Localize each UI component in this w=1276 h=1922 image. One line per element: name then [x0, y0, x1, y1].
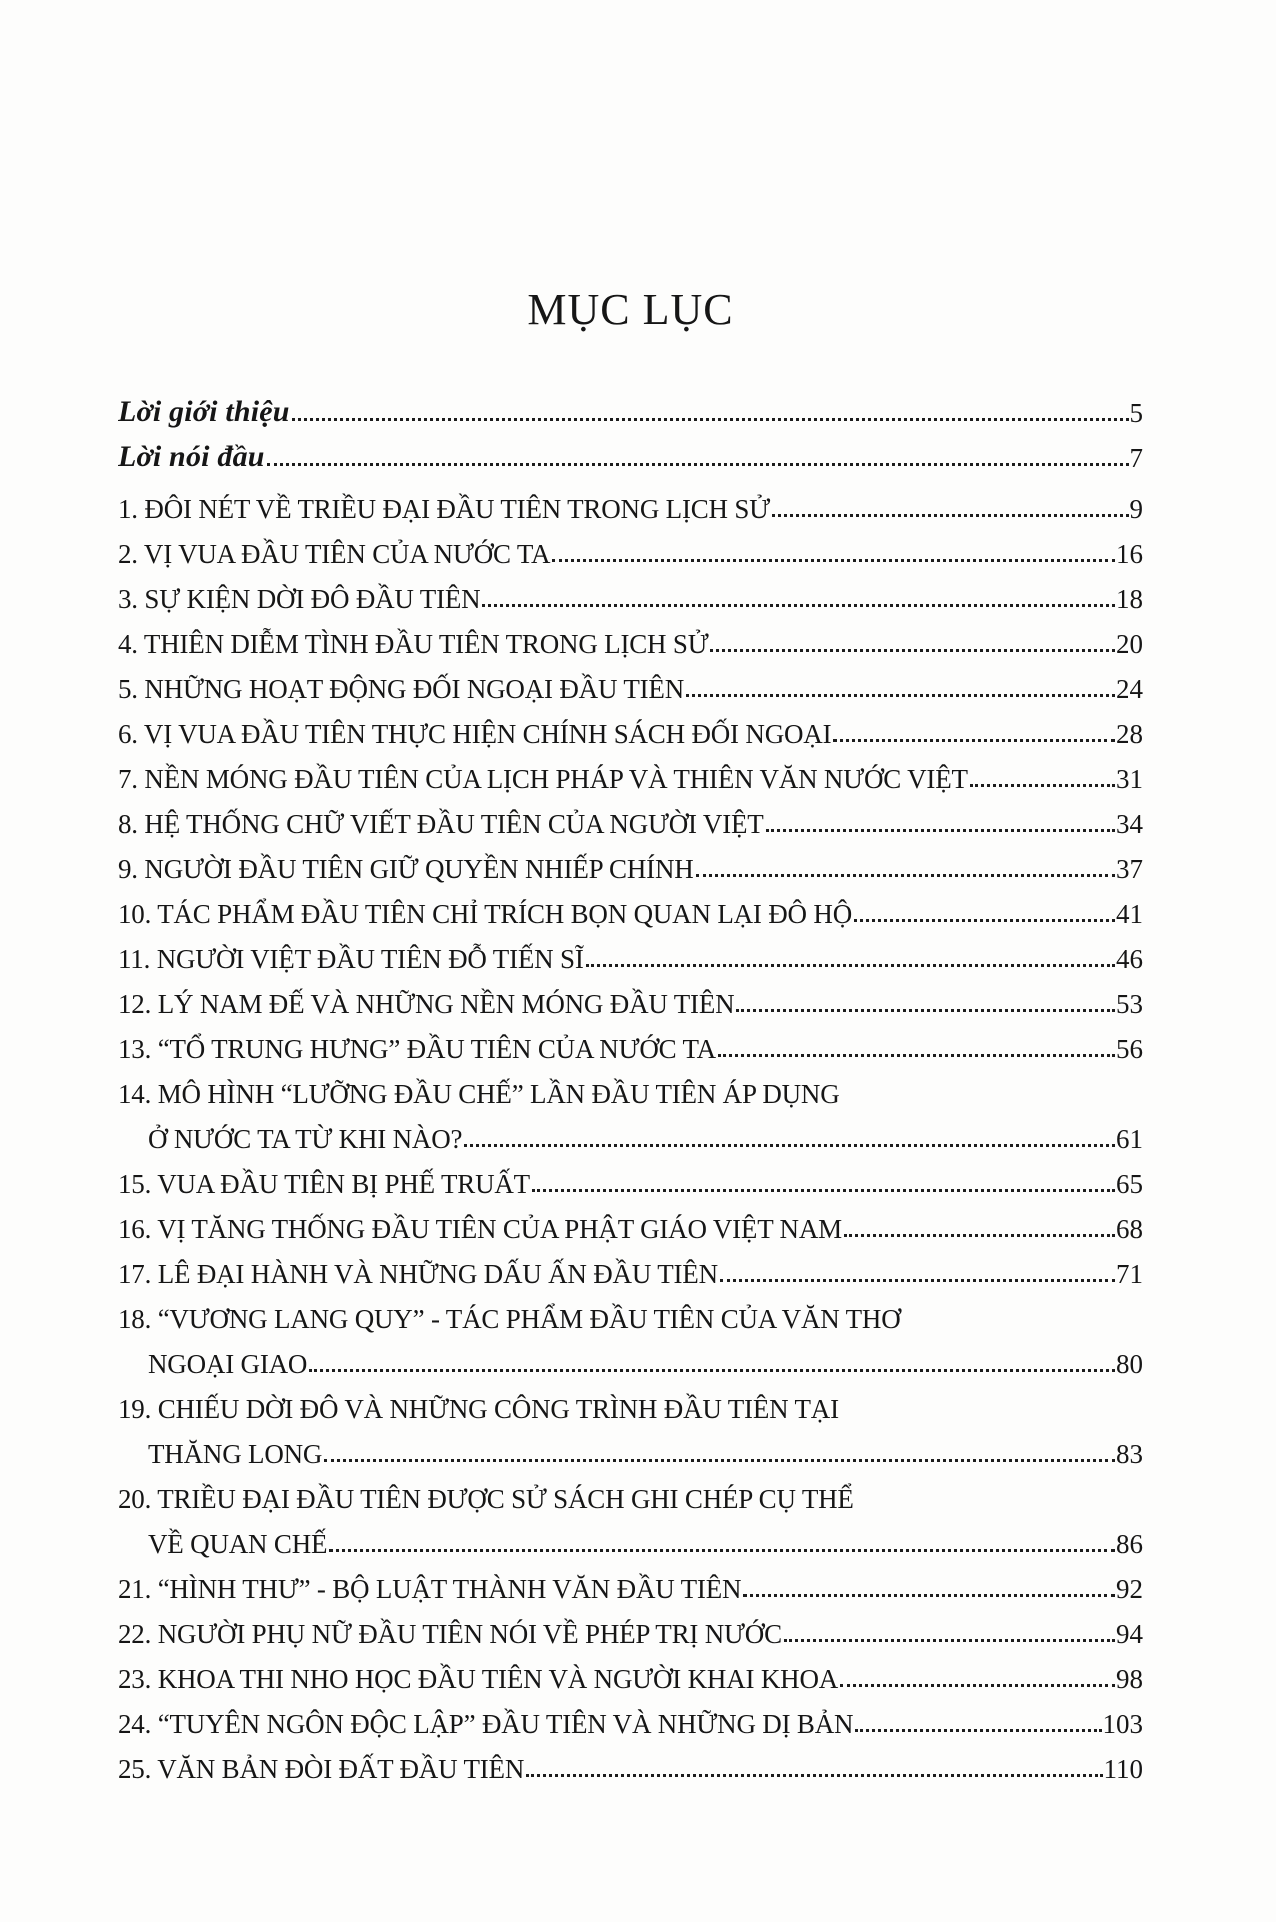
toc-entry-label: 4. THIÊN DIỄM TÌNH ĐẦU TIÊN TRONG LỊCH SỬ	[118, 629, 709, 659]
toc-entry	[118, 885, 1143, 930]
dot-leader	[696, 874, 1115, 877]
toc-entry-page: 53	[1116, 989, 1143, 1019]
toc-entry-page: 83	[1116, 1439, 1143, 1469]
toc-entry-label: 15. VUA ĐẦU TIÊN BỊ PHẾ TRUẤT	[118, 1169, 530, 1199]
toc-entry-row-continuation	[118, 1425, 1143, 1470]
toc-entry-label: 2. VỊ VUA ĐẦU TIÊN CỦA NƯỚC TA	[118, 539, 551, 569]
toc-entry-row	[118, 615, 1143, 660]
toc-list	[118, 384, 1143, 1785]
toc-entry-row	[118, 1560, 1143, 1605]
toc-entry	[118, 1470, 1143, 1560]
toc-entry	[118, 975, 1143, 1020]
toc-entries	[118, 480, 1143, 1785]
toc-entry-page: 34	[1116, 809, 1143, 839]
toc-entry-page: 103	[1102, 1709, 1143, 1739]
dot-leader	[526, 1774, 1102, 1777]
toc-entry	[118, 930, 1143, 975]
dot-leader	[743, 1594, 1115, 1597]
dot-leader	[970, 784, 1115, 787]
toc-entry-row	[118, 705, 1143, 750]
toc-entry	[118, 1650, 1143, 1695]
toc-entry-row	[118, 975, 1143, 1020]
dot-leader	[718, 1054, 1115, 1057]
toc-entry	[118, 795, 1143, 840]
toc-entry-label: Ở NƯỚC TA TỪ KHI NÀO?	[148, 1124, 463, 1154]
dot-leader	[329, 1549, 1115, 1552]
dot-leader	[309, 1369, 1115, 1372]
dot-leader	[464, 1144, 1115, 1147]
toc-entry-page: 41	[1116, 899, 1143, 929]
toc-entry	[118, 525, 1143, 570]
toc-entry-label: 14. MÔ HÌNH “LƯỠNG ĐẦU CHẾ” LẦN ĐẦU TIÊN ÁP DỤNG	[118, 1079, 840, 1109]
toc-entry-row	[118, 1740, 1143, 1785]
toc-entry-label: 5. NHỮNG HOẠT ĐỘNG ĐỐI NGOẠI ĐẦU TIÊN	[118, 674, 684, 704]
toc-entry-page: 46	[1116, 944, 1143, 974]
toc-entry	[118, 1380, 1143, 1470]
toc-entry-row	[118, 1650, 1143, 1695]
dot-leader	[482, 604, 1115, 607]
toc-entry-page: 18	[1116, 584, 1143, 614]
toc-entry	[118, 840, 1143, 885]
toc-entry	[118, 1245, 1143, 1290]
toc-entry-label: NGOẠI GIAO	[148, 1349, 308, 1379]
toc-entry-page: 28	[1116, 719, 1143, 749]
toc-entry-label: 3. SỰ KIỆN DỜI ĐÔ ĐẦU TIÊN	[118, 584, 481, 614]
toc-entry-row	[118, 1470, 1143, 1515]
toc-entry-label: 12. LÝ NAM ĐẾ VÀ NHỮNG NỀN MÓNG ĐẦU TIÊN	[118, 989, 735, 1019]
toc-entry-page: 71	[1116, 1259, 1143, 1289]
toc-entry-label: 20. TRIỀU ĐẠI ĐẦU TIÊN ĐƯỢC SỬ SÁCH GHI CHÉP CỤ THỂ	[118, 1484, 854, 1514]
dot-leader	[784, 1639, 1115, 1642]
toc-entry-label: 10. TÁC PHẨM ĐẦU TIÊN CHỈ TRÍCH BỌN QUAN LẠI ĐÔ HỘ	[118, 899, 853, 929]
toc-entry-page: 20	[1116, 629, 1143, 659]
dot-leader	[710, 649, 1115, 652]
toc-entry-row	[118, 1245, 1143, 1290]
toc-entry-row	[118, 1065, 1143, 1110]
toc-entry-row	[118, 1290, 1143, 1335]
toc-entry	[118, 660, 1143, 705]
dot-leader	[324, 1459, 1115, 1462]
toc-entry-row	[118, 1020, 1143, 1065]
toc-item-page: 5	[1129, 398, 1143, 428]
toc-entry-row	[118, 930, 1143, 975]
toc-entry	[118, 1740, 1143, 1785]
toc-entry-label: 17. LÊ ĐẠI HÀNH VÀ NHỮNG DẤU ẤN ĐẦU TIÊN	[118, 1259, 718, 1289]
toc-entry-page: 65	[1116, 1169, 1143, 1199]
toc-intro-item	[118, 429, 1143, 474]
dot-leader	[552, 559, 1115, 562]
toc-entry-label: THĂNG LONG	[148, 1439, 323, 1469]
toc-entry-page: 31	[1116, 764, 1143, 794]
toc-entry-row	[118, 750, 1143, 795]
toc-entry-page: 37	[1116, 854, 1143, 884]
dot-leader	[854, 919, 1115, 922]
toc-entry-page: 68	[1116, 1214, 1143, 1244]
toc-entry-row	[118, 1695, 1143, 1740]
toc-intro-item	[118, 384, 1143, 429]
toc-entry-label: 11. NGƯỜI VIỆT ĐẦU TIÊN ĐỖ TIẾN SĨ	[118, 944, 584, 974]
toc-entry-label: 24. “TUYÊN NGÔN ĐỘC LẬP” ĐẦU TIÊN VÀ NHỮNG DỊ BẢN	[118, 1709, 854, 1739]
toc-entry-row	[118, 885, 1143, 930]
toc-entry	[118, 1020, 1143, 1065]
toc-entry-page: 98	[1116, 1664, 1143, 1694]
toc-entry-row	[118, 1155, 1143, 1200]
toc-entry-page: 94	[1116, 1619, 1143, 1649]
dot-leader	[772, 514, 1129, 517]
toc-entry-row	[118, 1605, 1143, 1650]
toc-entry-page: 56	[1116, 1034, 1143, 1064]
dot-leader	[736, 1009, 1115, 1012]
toc-entry-row-continuation	[118, 1515, 1143, 1560]
toc-entry-label: 8. HỆ THỐNG CHỮ VIẾT ĐẦU TIÊN CỦA NGƯỜI VIỆT	[118, 809, 764, 839]
toc-entry-row	[118, 840, 1143, 885]
toc-entry-page: 16	[1116, 539, 1143, 569]
toc-entry-label: 25. VĂN BẢN ĐÒI ĐẤT ĐẦU TIÊN	[118, 1754, 525, 1784]
toc-entry-page: 92	[1116, 1574, 1143, 1604]
page-title: MỤC LỤC	[527, 285, 734, 334]
toc-item-label: Lời giới thiệu	[118, 395, 290, 428]
toc-entry-label: 19. CHIẾU DỜI ĐÔ VÀ NHỮNG CÔNG TRÌNH ĐẦU TIÊN TẠI	[118, 1394, 839, 1424]
toc-entry-row	[118, 660, 1143, 705]
toc-entry-row-continuation	[118, 1110, 1143, 1155]
dot-leader	[586, 964, 1115, 967]
toc-entry-page: 86	[1116, 1529, 1143, 1559]
toc-entry-label: 1. ĐÔI NÉT VỀ TRIỀU ĐẠI ĐẦU TIÊN TRONG LỊCH SỬ	[118, 494, 770, 524]
toc-item-label: Lời nói đầu	[118, 440, 265, 473]
toc-entry-label: 9. NGƯỜI ĐẦU TIÊN GIỮ QUYỀN NHIẾP CHÍNH	[118, 854, 694, 884]
dot-leader	[833, 739, 1115, 742]
dot-leader	[766, 829, 1115, 832]
toc-entry-row	[118, 1380, 1143, 1425]
toc-entry-row	[118, 480, 1143, 525]
toc-entry-label: 23. KHOA THI NHO HỌC ĐẦU TIÊN VÀ NGƯỜI KHAI KHOA	[118, 1664, 839, 1694]
toc-entry-page: 110	[1103, 1754, 1143, 1784]
toc-entry-label: 22. NGƯỜI PHỤ NỮ ĐẦU TIÊN NÓI VỀ PHÉP TRỊ NƯỚC	[118, 1619, 782, 1649]
toc-entry-label: 7. NỀN MÓNG ĐẦU TIÊN CỦA LỊCH PHÁP VÀ THIÊN VĂN NƯỚC VIỆT	[118, 764, 968, 794]
dot-leader	[844, 1234, 1115, 1237]
toc-entry	[118, 480, 1143, 525]
toc-entry-row	[118, 525, 1143, 570]
toc-entry-row	[118, 795, 1143, 840]
toc-entry	[118, 1290, 1143, 1380]
toc-entry-page: 9	[1129, 494, 1143, 524]
toc-entry	[118, 750, 1143, 795]
dot-leader	[686, 694, 1115, 697]
dot-leader	[532, 1189, 1115, 1192]
toc-entry	[118, 1065, 1143, 1155]
toc-entry	[118, 615, 1143, 660]
toc-entry-row-continuation	[118, 1335, 1143, 1380]
toc-entry	[118, 1200, 1143, 1245]
dot-leader	[720, 1279, 1115, 1282]
dot-leader	[292, 418, 1129, 421]
toc-entry-page: 61	[1116, 1124, 1143, 1154]
dot-leader	[840, 1684, 1115, 1687]
toc-entry-label: 18. “VƯƠNG LANG QUY” - TÁC PHẨM ĐẦU TIÊN CỦA VĂN THƠ	[118, 1304, 901, 1334]
toc-item-page: 7	[1129, 443, 1143, 473]
toc-entry	[118, 570, 1143, 615]
toc-entry	[118, 1560, 1143, 1605]
toc-entry-row	[118, 1200, 1143, 1245]
dot-leader	[267, 463, 1129, 466]
toc-entry-label: VỀ QUAN CHẾ	[148, 1529, 328, 1559]
toc-entry	[118, 1695, 1143, 1740]
toc-entry	[118, 705, 1143, 750]
toc-entry-label: 13. “TỔ TRUNG HƯNG” ĐẦU TIÊN CỦA NƯỚC TA	[118, 1034, 716, 1064]
toc-entry-label: 6. VỊ VUA ĐẦU TIÊN THỰC HIỆN CHÍNH SÁCH ĐỐI NGOẠI	[118, 719, 832, 749]
toc-entry-label: 21. “HÌNH THƯ” - BỘ LUẬT THÀNH VĂN ĐẦU TIÊN	[118, 1574, 742, 1604]
dot-leader	[855, 1729, 1101, 1732]
toc-entry-page: 24	[1116, 674, 1143, 704]
toc-intro-items	[118, 384, 1143, 474]
toc-entry	[118, 1605, 1143, 1650]
toc-entry-page: 80	[1116, 1349, 1143, 1379]
toc-entry-row	[118, 570, 1143, 615]
toc-entry	[118, 1155, 1143, 1200]
toc-entry-label: 16. VỊ TĂNG THỐNG ĐẦU TIÊN CỦA PHẬT GIÁO VIỆT NAM	[118, 1214, 842, 1244]
